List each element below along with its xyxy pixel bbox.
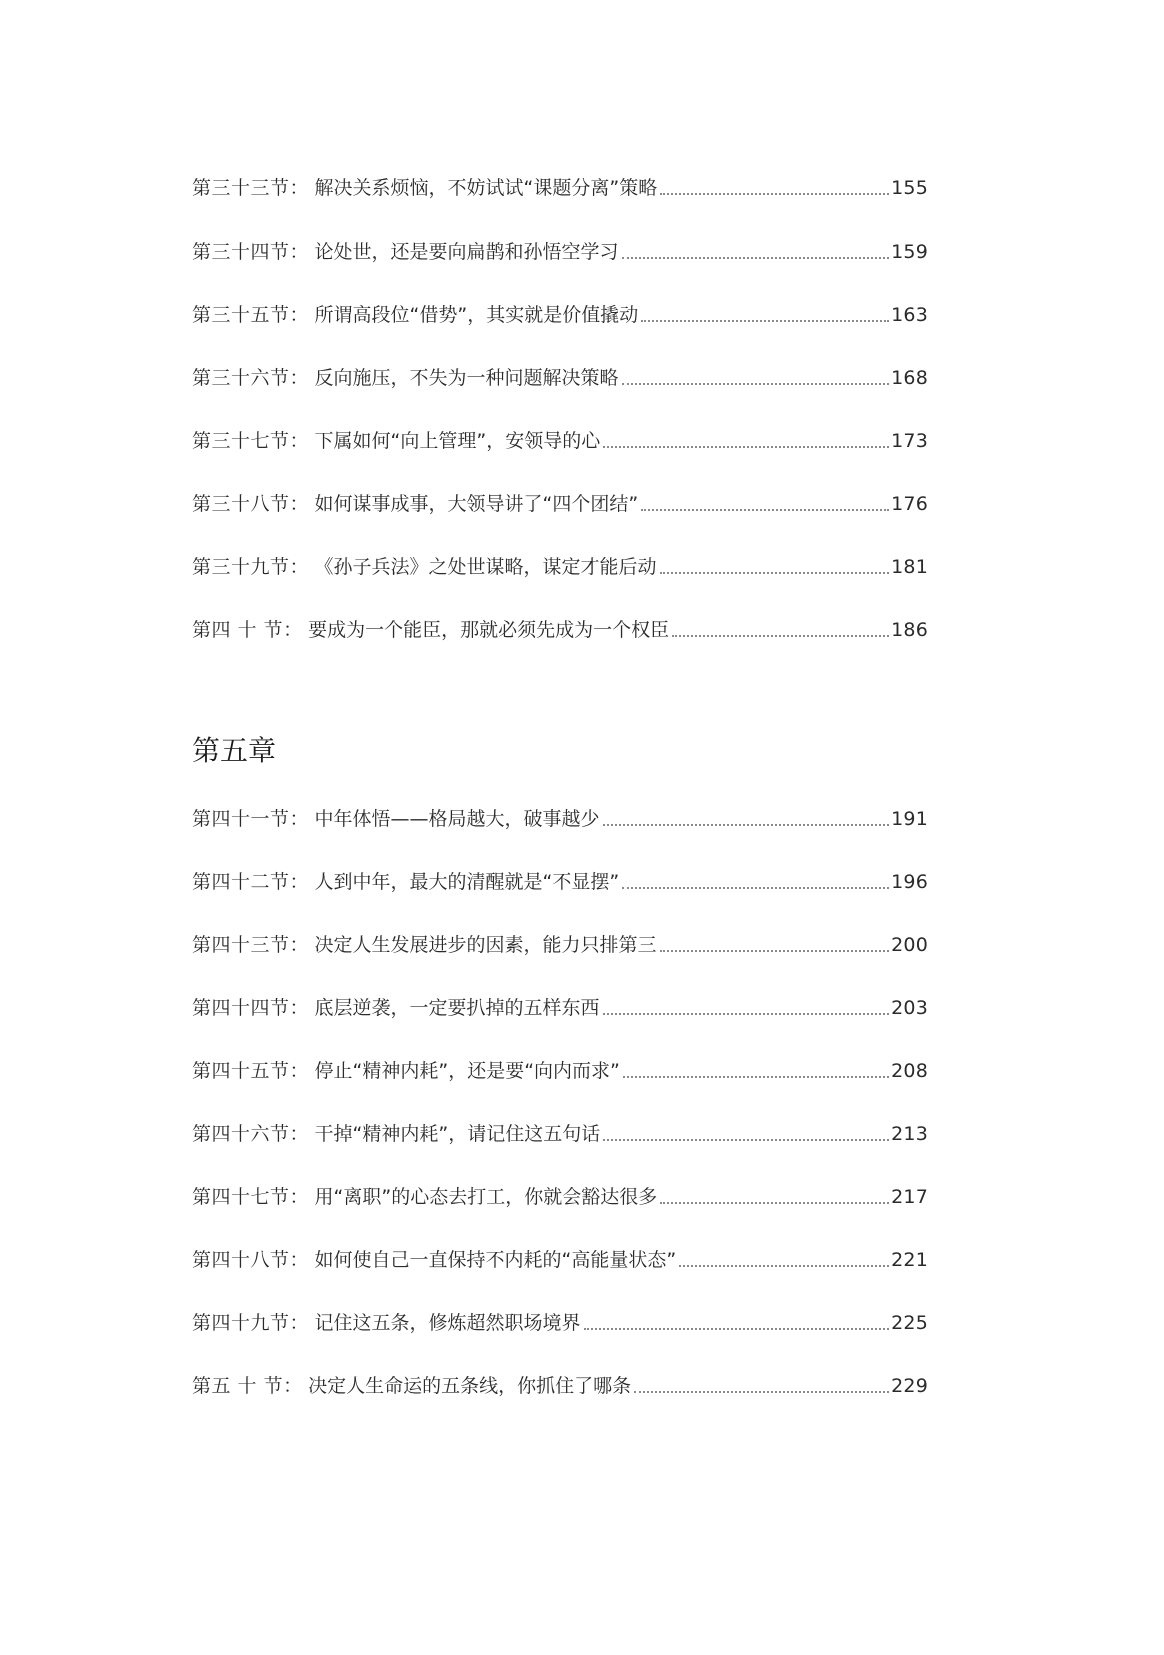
entry-title: 人到中年，最大的清醒就是“不显摆” bbox=[314, 871, 620, 893]
entry-section: 第四十六节 bbox=[192, 1123, 290, 1145]
entry-page-number: 173 bbox=[891, 430, 928, 452]
dot-leader bbox=[622, 383, 890, 385]
entry-separator: ： bbox=[289, 871, 309, 893]
entry-section: 第三十三节 bbox=[192, 177, 290, 199]
dot-leader bbox=[660, 1202, 889, 1204]
dot-leader bbox=[672, 635, 889, 637]
entry-page-number: 225 bbox=[891, 1312, 928, 1334]
entry-section: 第四十七节 bbox=[192, 1186, 290, 1208]
toc-entry[interactable] bbox=[192, 992, 928, 1020]
entry-separator: ： bbox=[289, 1186, 309, 1208]
entry-separator: ： bbox=[289, 304, 309, 326]
entry-page-number: 176 bbox=[891, 493, 928, 515]
entry-title: 论处世，还是要向扁鹊和孙悟空学习 bbox=[314, 241, 619, 263]
toc-entry[interactable] bbox=[192, 614, 928, 642]
dot-leader bbox=[603, 446, 889, 448]
entry-title: 干掉“精神内耗”，请记住这五句话 bbox=[314, 1123, 601, 1145]
entry-separator: ： bbox=[289, 430, 309, 452]
entry-separator: ： bbox=[283, 619, 303, 641]
chapter-heading: 第五章 bbox=[192, 734, 277, 767]
toc-entry[interactable] bbox=[192, 1307, 928, 1335]
entry-page-number: 221 bbox=[891, 1249, 928, 1271]
entry-separator: ： bbox=[289, 1249, 309, 1271]
entry-title: 所谓高段位“借势”，其实就是价值撬动 bbox=[314, 304, 639, 326]
entry-title: 底层逆袭，一定要扒掉的五样东西 bbox=[314, 997, 600, 1019]
entry-section: 第四十八节 bbox=[192, 1249, 290, 1271]
toc-entry[interactable] bbox=[192, 362, 928, 390]
entry-title: 停止“精神内耗”，还是要“向内而求” bbox=[314, 1060, 620, 1082]
toc-entry[interactable] bbox=[192, 1055, 928, 1083]
entry-section: 第四 十 节 bbox=[192, 619, 284, 641]
entry-page-number: 186 bbox=[891, 619, 928, 641]
entry-section: 第四十九节 bbox=[192, 1312, 290, 1334]
entry-separator: ： bbox=[289, 1123, 309, 1145]
dot-leader bbox=[603, 824, 890, 826]
entry-title: 如何谋事成事，大领导讲了“四个团结” bbox=[314, 493, 639, 515]
dot-leader bbox=[584, 1328, 890, 1330]
toc-entry[interactable] bbox=[192, 172, 928, 200]
entry-title: 《孙子兵法》之处世谋略，谋定才能后动 bbox=[314, 556, 657, 578]
toc-entry[interactable] bbox=[192, 488, 928, 516]
entry-section: 第四十二节 bbox=[192, 871, 290, 893]
entry-separator: ： bbox=[289, 808, 309, 830]
entry-separator: ： bbox=[289, 241, 309, 263]
entry-section: 第三十四节 bbox=[192, 241, 290, 263]
entry-separator: ： bbox=[289, 934, 309, 956]
entry-page-number: 200 bbox=[891, 934, 928, 956]
toc-entry[interactable] bbox=[192, 803, 928, 831]
toc-entry[interactable] bbox=[192, 1370, 928, 1398]
entry-page-number: 203 bbox=[891, 997, 928, 1019]
dot-leader bbox=[660, 572, 890, 574]
entry-title: 反向施压，不失为一种问题解决策略 bbox=[314, 367, 619, 389]
entry-section: 第三十八节 bbox=[192, 493, 290, 515]
entry-separator: ： bbox=[289, 997, 309, 1019]
entry-page-number: 181 bbox=[891, 556, 928, 578]
entry-page-number: 155 bbox=[891, 177, 928, 199]
entry-page-number: 196 bbox=[891, 871, 928, 893]
dot-leader bbox=[623, 1076, 889, 1078]
entry-page-number: 229 bbox=[891, 1375, 928, 1397]
dot-leader bbox=[660, 950, 890, 952]
entry-title: 解决关系烦恼，不妨试试“课题分离”策略 bbox=[314, 177, 658, 199]
entry-section: 第五 十 节 bbox=[192, 1375, 284, 1397]
entry-section: 第四十一节 bbox=[192, 808, 290, 830]
toc-entry[interactable] bbox=[192, 1118, 928, 1146]
entry-page-number: 191 bbox=[891, 808, 928, 830]
entry-page-number: 217 bbox=[891, 1186, 928, 1208]
entry-title: 下属如何“向上管理”，安领导的心 bbox=[314, 430, 601, 452]
entry-separator: ： bbox=[289, 367, 309, 389]
entry-page-number: 208 bbox=[891, 1060, 928, 1082]
entry-page-number: 213 bbox=[891, 1123, 928, 1145]
entry-section: 第四十四节 bbox=[192, 997, 290, 1019]
entry-page-number: 159 bbox=[891, 241, 928, 263]
dot-leader bbox=[603, 1013, 890, 1015]
toc-entry[interactable] bbox=[192, 866, 928, 894]
toc-entry[interactable] bbox=[192, 551, 928, 579]
toc-entry[interactable] bbox=[192, 299, 928, 327]
entry-title: 决定人生命运的五条线，你抓住了哪条 bbox=[308, 1375, 632, 1397]
entry-title: 中年体悟——格局越大，破事越少 bbox=[314, 808, 600, 830]
entry-section: 第三十五节 bbox=[192, 304, 290, 326]
entry-title: 要成为一个能臣，那就必须先成为一个权臣 bbox=[308, 619, 670, 641]
dot-leader bbox=[660, 193, 889, 195]
entry-title: 决定人生发展进步的因素，能力只排第三 bbox=[314, 934, 657, 956]
toc-entry[interactable] bbox=[192, 1181, 928, 1209]
entry-section: 第三十六节 bbox=[192, 367, 290, 389]
entry-section: 第四十三节 bbox=[192, 934, 290, 956]
dot-leader bbox=[641, 320, 889, 322]
entry-separator: ： bbox=[289, 493, 309, 515]
entry-separator: ： bbox=[289, 556, 309, 578]
entry-separator: ： bbox=[289, 1312, 309, 1334]
entry-title: 用“离职”的心态去打工，你就会豁达很多 bbox=[314, 1186, 658, 1208]
entry-section: 第三十九节 bbox=[192, 556, 290, 578]
entry-section: 第四十五节 bbox=[192, 1060, 290, 1082]
entry-separator: ： bbox=[289, 177, 309, 199]
entry-page-number: 168 bbox=[891, 367, 928, 389]
entry-separator: ： bbox=[283, 1375, 303, 1397]
entry-separator: ： bbox=[289, 1060, 309, 1082]
toc-entry[interactable] bbox=[192, 929, 928, 957]
dot-leader bbox=[679, 1265, 889, 1267]
dot-leader bbox=[622, 257, 890, 259]
entry-title: 如何使自己一直保持不内耗的“高能量状态” bbox=[314, 1249, 677, 1271]
dot-leader bbox=[622, 887, 889, 889]
entry-section: 第三十七节 bbox=[192, 430, 290, 452]
dot-leader bbox=[603, 1139, 889, 1141]
dot-leader bbox=[641, 509, 889, 511]
toc-entry[interactable] bbox=[192, 236, 928, 264]
entry-title: 记住这五条，修炼超然职场境界 bbox=[314, 1312, 581, 1334]
entry-page-number: 163 bbox=[891, 304, 928, 326]
toc-entry[interactable] bbox=[192, 425, 928, 453]
dot-leader bbox=[634, 1391, 889, 1393]
toc-entry[interactable] bbox=[192, 1244, 928, 1272]
